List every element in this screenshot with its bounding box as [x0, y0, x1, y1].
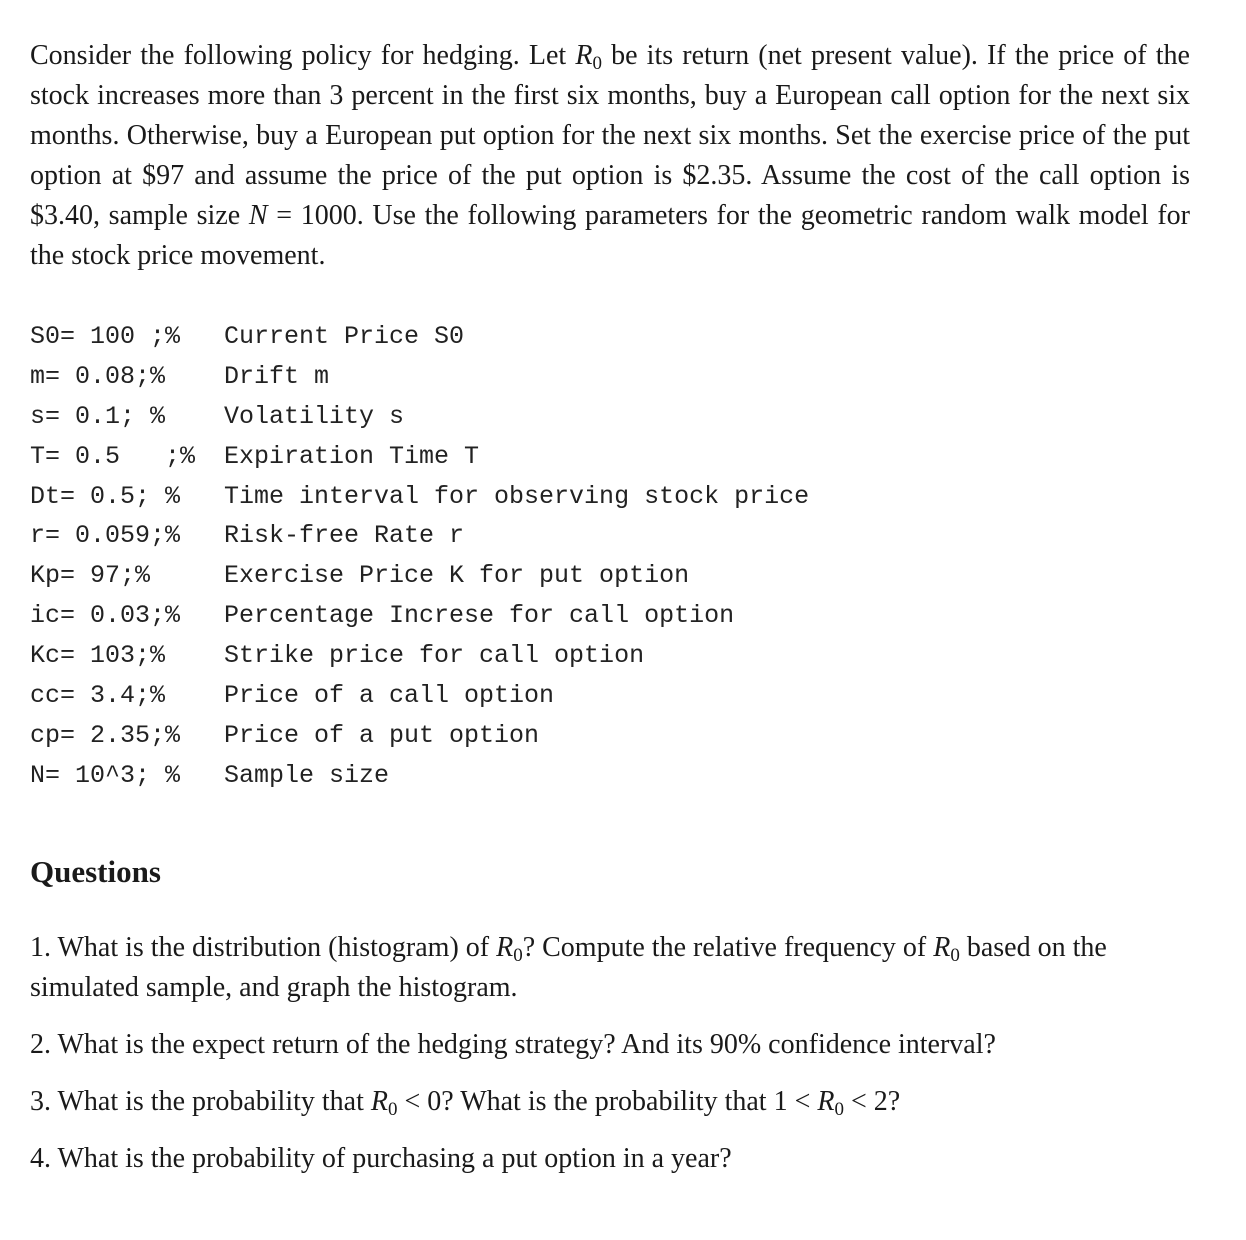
intro-text-2: be its return (net present value). If the price of the stock increases more than 3 percent in the first six months, buy a European call option for the next six months. Otherwise, buy a European put option for the next six months. Set the exercise price of the put option at $97 and assume the price of the put option is $2.35. Assume the cost of the call option is $3.40, sample size [30, 40, 1190, 231]
code-comment: Percentage Increse for call option [224, 601, 735, 631]
code-comment: Current Price S0 [224, 322, 465, 351]
code-line [30, 636, 809, 676]
math-r0: $R_0$ [496, 932, 523, 966]
question-item-4: 4. What is the probability of purchasing a put option in a year? [30, 1143, 732, 1174]
code-line [30, 357, 809, 397]
questions-heading: Questions [30, 854, 161, 889]
code-statement: Dt= 0.5; % [30, 481, 181, 511]
code-statement: cc= 3.4;% [30, 681, 166, 711]
code-statement: N= 10^3; % [30, 760, 181, 790]
code-comment: Risk-free Rate r [224, 521, 465, 551]
code-line [30, 756, 809, 796]
code-statement: r= 0.059;% [30, 521, 181, 551]
code-line [30, 716, 809, 756]
code-line [30, 516, 809, 556]
intro-text-1: Consider the following policy for hedging. Let [30, 40, 576, 71]
code-statement: s= 0.1; % [30, 401, 166, 431]
math-n: N [248, 200, 268, 231]
code-line [30, 397, 809, 437]
code-line [30, 676, 809, 716]
math-r0: $R_0$ [370, 1086, 398, 1120]
intro-text-3: = 1000. Use the following parameters for the geometric random walk model for the stock price movement. [30, 200, 1190, 271]
intro-paragraph [30, 36, 1190, 276]
code-comment: Expiration Time T [224, 441, 480, 471]
questions-list [30, 928, 1190, 1196]
code-statement: ic= 0.03;% [30, 601, 181, 631]
code-line [30, 556, 809, 596]
code-statement: Kp= 97;% [30, 561, 151, 591]
code-comment: Sample size [224, 760, 390, 790]
code-comment: Time interval for observing stock price [224, 481, 810, 511]
math-r0: $R_0$ [933, 932, 960, 966]
code-statement: Kc= 103;% [30, 641, 166, 671]
code-comment: Strike price for call option [224, 641, 645, 671]
question-item-1: 1. What is the distribution (histogram) of $R_0$? Compute the relative frequency of $R_0$ based on the simulated sample, and graph the histogram. [30, 932, 1107, 1003]
code-statement: T= 0.5 ;% [30, 441, 196, 471]
question-item-2: 2. What is the expect return of the hedging strategy? And its 90% confidence interval? [30, 1029, 996, 1060]
code-line [30, 317, 809, 357]
code-line [30, 477, 809, 517]
code-statement: m= 0.08;% [30, 361, 166, 391]
code-comment: Drift m [224, 361, 330, 391]
question-item-3: 3. What is the probability that $R_0 < 0$? What is the probability that $1 < R_0 < 2$? [30, 1086, 901, 1120]
code-comment: Exercise Price K for put option [224, 561, 690, 591]
code-comment: Price of a put option [224, 720, 540, 750]
code-statement: S0= 100 ;% [30, 322, 181, 351]
code-statement: cp= 2.35;% [30, 720, 181, 750]
code-line [30, 596, 809, 636]
code-comment: Volatility s [224, 401, 405, 431]
code-line [30, 437, 809, 477]
code-comment: Price of a call option [224, 681, 555, 711]
math-r0: $R_0$ [817, 1086, 844, 1120]
math-r0: $R_0$ [575, 40, 602, 74]
parameter-code-block [30, 317, 809, 796]
